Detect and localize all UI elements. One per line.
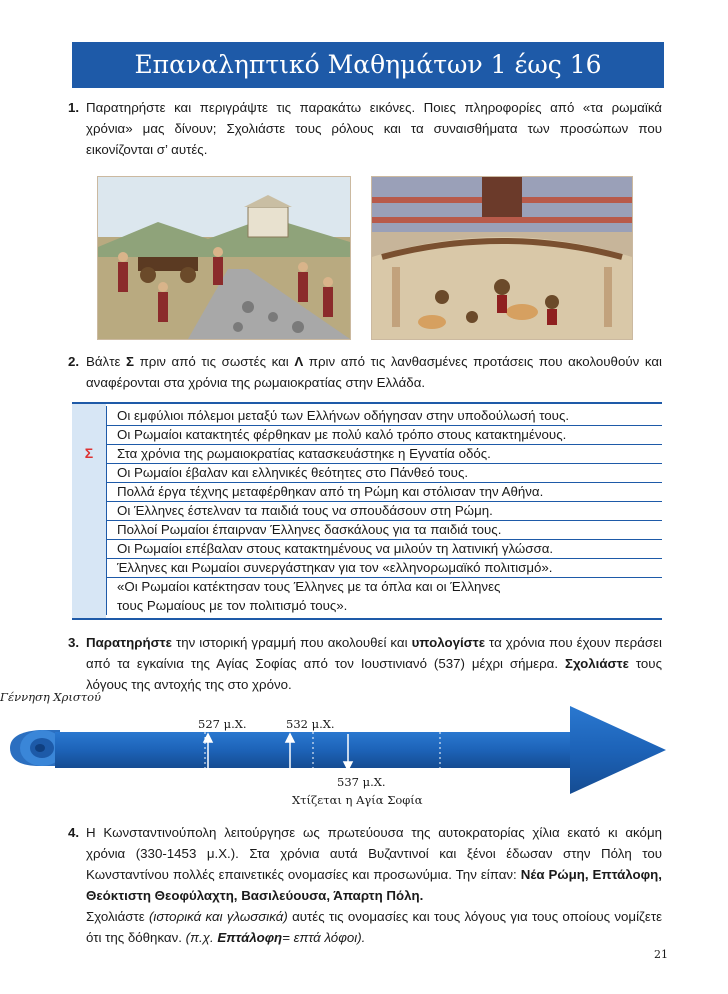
sigma-symbol: Σ [126,354,134,369]
table-row [72,539,662,558]
question-text [86,351,662,393]
table-row [72,577,662,615]
question-3 [68,632,662,695]
text-segment: τα χρόνια που έχουν περάσει από τα εγκαίνια της Αγίας Σοφίας από τον Ιουστινιανό (537) μέχρι σήμερα. [86,635,662,671]
statement-text: Οι Ρωμαίοι κατακτητές φέρθηκαν με πολύ καλό τρόπο στους κατακτημένους. [106,425,662,445]
text-segment: τους λόγους της αντοχής της στο χρόνο. [86,656,662,692]
statement-text: Έλληνες και Ρωμαίοι συνεργάστηκαν για τον «ελληνορωμαϊκό πολιτισμό». [106,558,662,578]
question-text [86,822,662,948]
question-number: 2. [68,354,80,369]
page-header [72,42,664,88]
question-number: 3. [68,635,80,650]
table-row [72,501,662,520]
statement-line: τους Ρωμαίους με τον πολιτισμό τους». [117,598,348,613]
statement-text: Οι εμφύλιοι πόλεμοι μεταξύ των Ελλήνων οδήγησαν στην υποδούλωσή τους. [106,406,662,426]
timeline-start-label: Γέννηση Χριστού [0,690,102,704]
keyword: Παρατηρήστε [86,635,172,650]
timeline-mark-537: 537 μ.Χ. [337,775,386,789]
question-4 [68,822,662,948]
true-false-table [72,402,662,620]
statement-text: Οι Ρωμαίοι επέβαλαν στους κατακτημένους να μιλούν τη λατινική γλώσσα. [106,539,662,559]
answer-mark[interactable] [72,406,106,425]
example-word: Επτάλοφη [217,930,283,945]
text-segment: Σχολιάστε [86,909,149,924]
example-text: = επτά λόφοι). [282,930,366,945]
answer-mark[interactable] [72,425,106,444]
statement-text [106,577,662,615]
arena-picture [371,176,633,340]
text-segment: αυτές τις ονομασίες και τους λόγους για τους οποίους νομίζετε ότι της δόθηκαν. [86,909,663,945]
statement-text: Στα χρόνια της ρωμαιοκρατίας κατασκευάστηκε η Εγνατία οδός. [106,444,662,464]
example-text: (π.χ. [185,930,218,945]
question-text: Παρατηρήστε και περιγράψτε τις παρακάτω εικόνες. Ποιες πληροφορίες από «τα ρωμαϊκά χρόνια» μας δίνουν; Σχολιάστε τους ρόλους και τα συναισθήματα των προσώπων που εικονίζονται σ’ αυτές. [86,100,662,157]
answer-mark[interactable] [72,558,106,577]
timeline-mark-caption: Χτίζεται η Αγία Σοφία [292,793,423,807]
lambda-symbol: Λ [294,354,304,369]
question-number: 1. [68,100,80,115]
statement-text: Οι Έλληνες έστελναν τα παιδιά τους να σπουδάσουν στη Ρώμη. [106,501,662,521]
answer-mark[interactable] [72,463,106,482]
text-segment: την ιστορική γραμμή που ακολουθεί και [171,635,412,650]
question-text [86,632,662,695]
statement-text: Οι Ρωμαίοι έβαλαν και ελληνικές θεότητες στο Πάνθεό τους. [106,463,662,483]
roman-road-picture [97,176,351,340]
timeline-mark-532: 532 μ.Χ. [286,717,335,731]
statement-text: Πολλοί Ρωμαίοι έπαιρναν Έλληνες δασκάλους για τα παιδιά τους. [106,520,662,540]
answer-mark[interactable] [72,539,106,558]
page-title: Επαναληπτικό Μαθημάτων 1 έως 16 [134,50,602,79]
table-row [72,463,662,482]
table-row [72,482,662,501]
answer-mark[interactable] [72,520,106,539]
keyword: υπολογίστε [411,635,486,650]
text-segment: Η Κωνσταντινούπολη λειτούργησε ως πρωτεύουσα της αυτοκρατορίας χίλια εκατό κι ακόμη χρόνια (330-1453 μ.Χ.). Στα χρόνια αυτά Βυζαντινοί και ξένοι έδωσαν στην Πόλη του Κωνσταντίνου πολλές επαινετικές ονομασίες και προσωνύμια. Την είπαν: [86,825,662,882]
statement-line: «Οι Ρωμαίοι κατέκτησαν τους Έλληνες με τα όπλα και οι Έλληνες [117,579,501,594]
question-2 [68,351,662,393]
text-segment: πριν από τις σωστές και [133,354,295,369]
answer-mark[interactable]: Σ [84,445,94,461]
keyword: Σχολιάστε [565,656,629,671]
answer-mark[interactable] [72,577,106,615]
page-number: 21 [654,948,668,961]
timeline-mark-527: 527 μ.Χ. [198,717,247,731]
city-names: Νέα Ρώμη, Επτάλοφη, Θεόκτιστη Θεοφύλαχτη, Βασιλεύουσα, Άπαρτη Πόλη. [86,867,662,903]
table-row [72,558,662,577]
text-segment: Βάλτε [86,354,126,369]
answer-mark[interactable] [72,501,106,520]
answer-mark[interactable] [72,482,106,501]
statement-text: Πολλά έργα τέχνης μεταφέρθηκαν από τη Ρώμη και στόλισαν την Αθήνα. [106,482,662,502]
question-1 [68,97,662,160]
table-row [72,406,662,425]
table-row [72,425,662,444]
question-number: 4. [68,825,80,840]
table-row [72,520,662,539]
text-segment: πριν από τις λανθασμένες προτάσεις που ακολουθούν και αναφέρονται στα χρόνια της ρωμαιοκρατίας στην Ελλάδα. [86,354,662,390]
table-row [72,444,662,463]
text-italic: (ιστορικά και γλωσσικά) [149,909,288,924]
